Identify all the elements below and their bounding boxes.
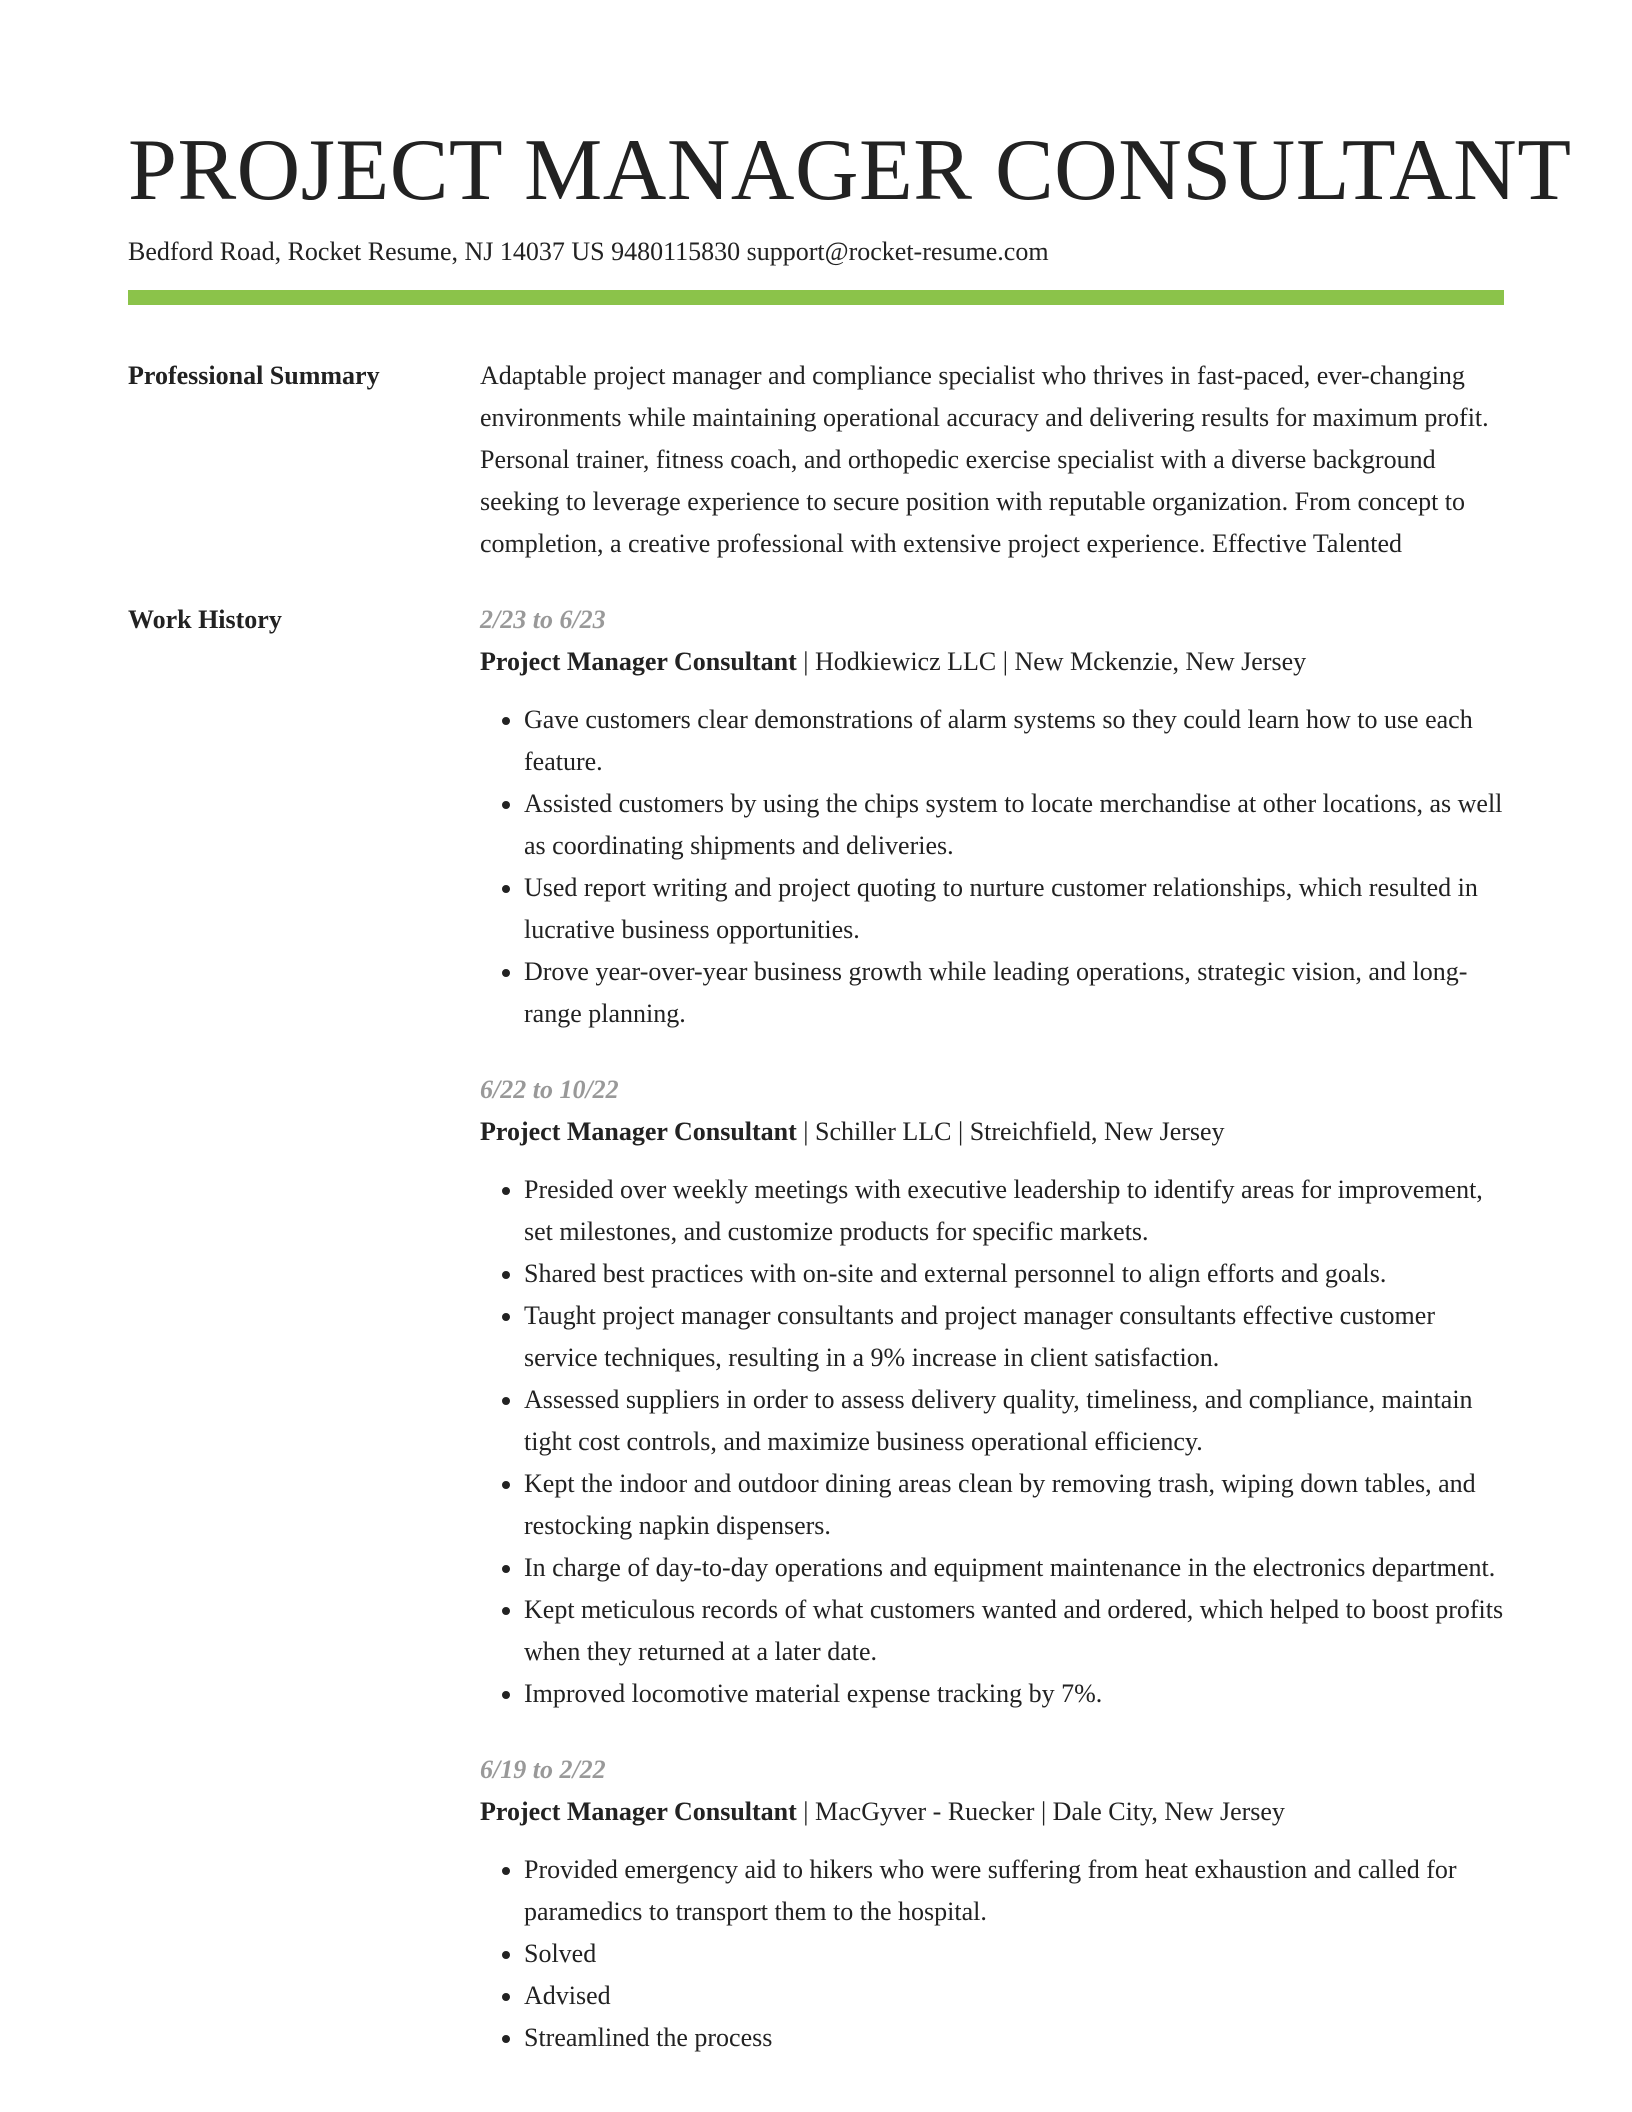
job-bullet: • In charge of day-to-day operations and equipment maintenance in the electronics department. [524,1547,1504,1589]
summary-body [480,355,1504,565]
job-title: Project Manager Consultant [480,1117,797,1146]
resume-name-heading: PROJECT MANAGER CONSULTANT [128,122,1572,219]
job-bullet: • Assisted customers by using the chips system to locate merchandise at other locations, as well as coordinating shipments and deliveries. [524,783,1504,867]
job-bullet: • Drove year-over-year business growth while leading operations, strategic vision, and long-range planning. [524,951,1504,1035]
job-entry [480,1749,1504,2059]
job-location: Dale City, New Jersey [1052,1797,1285,1826]
job-company: MacGyver - Ruecker [815,1797,1035,1826]
job-bullet: • Presided over weekly meetings with executive leadership to identify areas for improvement, set milestones, and customize products for specific markets. [524,1169,1504,1253]
job-separator: | [951,1117,970,1146]
job-bullet: • Shared best practices with on-site and external personnel to align efforts and goals. [524,1253,1504,1295]
job-bullet: • Kept meticulous records of what customers wanted and ordered, which helped to boost profits when they returned at a later date. [524,1589,1504,1673]
job-separator: | [996,647,1015,676]
job-location: New Mckenzie, New Jersey [1014,647,1307,676]
accent-divider [128,290,1504,305]
job-title: Project Manager Consultant [480,647,797,676]
job-bullets [480,1169,1504,1715]
job-dates: 6/19 to 2/22 [480,1755,606,1784]
job-bullet: • Used report writing and project quoting to nurture customer relationships, which resulted in lucrative business opportunities. [524,867,1504,951]
job-bullet: • Kept the indoor and outdoor dining areas clean by removing trash, wiping down tables, and restocking napkin dispensers. [524,1463,1504,1547]
job-header [480,641,1504,683]
resume-page [128,0,1572,2093]
job-bullet: • Assessed suppliers in order to assess delivery quality, timeliness, and compliance, maintain tight cost controls, and maximize business operational efficiency. [524,1379,1504,1463]
job-bullet: • Taught project manager consultants and project manager consultants effective customer service techniques, resulting in a 9% increase in client satisfaction. [524,1295,1504,1379]
job-bullet: • Advised [524,1975,1504,2017]
job-separator: | [796,1117,815,1146]
job-header [480,1111,1504,1153]
job-bullets [480,699,1504,1035]
job-bullet: • Streamlined the process [524,2017,1504,2059]
job-entry [480,599,1504,1035]
job-entry [480,1069,1504,1715]
job-separator: | [1034,1797,1053,1826]
job-separator: | [796,647,815,676]
job-dates: 2/23 to 6/23 [480,605,606,634]
section-label-work-history: Work History [128,605,282,634]
professional-summary-section [128,355,1504,565]
job-bullet: • Provided emergency aid to hikers who were suffering from heat exhaustion and called for paramedics to transport them to the hospital. [524,1849,1504,1933]
summary-text: Adaptable project manager and compliance specialist who thrives in fast-paced, ever-changing environments while maintaining operational accuracy and delivering results for maximum profit. Personal trainer, fitness coach, and orthopedic exercise specialist with a diverse background seeking to leverage experience to secure position with reputable organization. From concept to completion, a creative professional with extensive project experience. Effective Talented [480,361,1489,558]
job-separator: | [796,1797,815,1826]
job-bullet: • Gave customers clear demonstrations of alarm systems so they could learn how to use each feature. [524,699,1504,783]
job-dates: 6/22 to 10/22 [480,1075,619,1104]
job-location: Streichfield, New Jersey [969,1117,1225,1146]
contact-line: Bedford Road, Rocket Resume, NJ 14037 US 9480115830 support@rocket-resume.com [128,237,1049,266]
work-history-section [128,599,1504,2093]
job-company: Schiller LLC [815,1117,952,1146]
job-header [480,1791,1504,1833]
work-history-body [480,599,1504,2093]
section-label-professional-summary: Professional Summary [128,361,380,390]
job-company: Hodkiewicz LLC [815,647,997,676]
job-bullets [480,1849,1504,2059]
job-bullet: • Improved locomotive material expense tracking by 7%. [524,1673,1504,1715]
job-title: Project Manager Consultant [480,1797,797,1826]
job-bullet: • Solved [524,1933,1504,1975]
